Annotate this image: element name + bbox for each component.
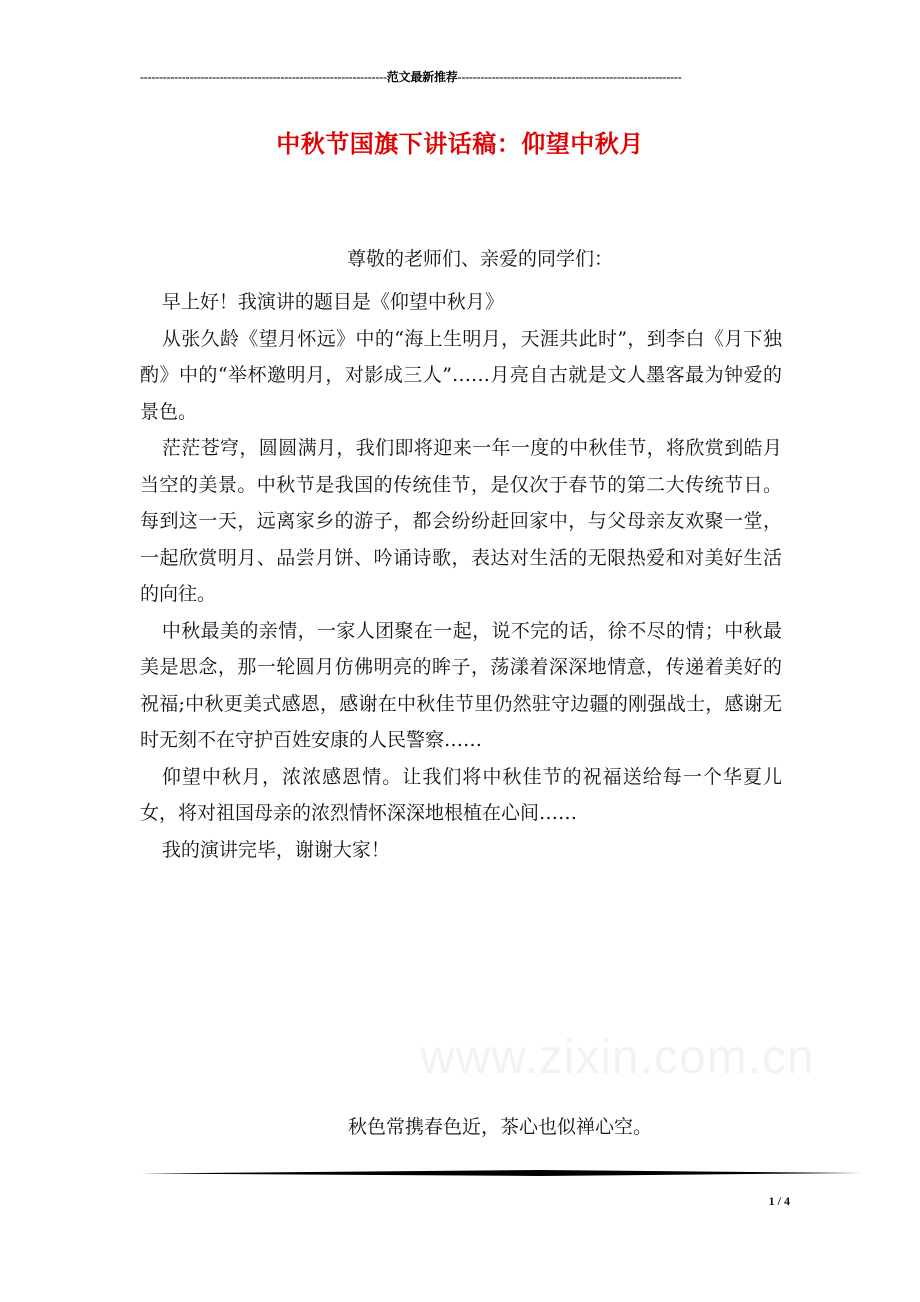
footer-divider [140, 1170, 862, 1176]
speech-body [140, 284, 782, 868]
paragraph-feelings: 中秋最美的亲情，一家人团聚在一起，说不完的话，徐不尽的情；中秋最美是思念，那一轮圆月仿佛明亮的眸子，荡漾着深深地情意，传递着美好的祝福;中秋更美式感恩，感谢在中秋佳节里仍然驻守边疆的刚强战士，感谢无时无刻不在守护百姓安康的人民警察…… [140, 619, 782, 751]
document-title: 中秋节国旗下讲话稿：仰望中秋月 [276, 129, 644, 158]
paragraph-blessing: 仰望中秋月，浓浓感恩情。让我们将中秋佳节的祝福送给每一个华夏儿女，将对祖国母亲的浓烈情怀深深地根植在心间…… [140, 765, 782, 824]
paragraph-ending: 我的演讲完毕，谢谢大家！ [161, 838, 390, 861]
paragraph-festival: 茫茫苍穹，圆圆满月，我们即将迎来一年一度的中秋佳节，将欣赏到皓月当空的美景。中秋节是我国的传统佳节，是仅次于春节的第二大传统节日。每到这一天，远离家乡的游子，都会纷纷赶回家中，与父母亲友欢聚一堂，一起欣赏明月、品尝月饼、吟诵诗歌，表达对生活的无限热爱和对美好生活的向往。 [140, 437, 782, 605]
paragraph-poems: 从张久龄《望月怀远》中的“海上生明月，天涯共此时”，到李白《月下独酌》中的“举杯邀明月，对影成三人”……月亮自古就是文人墨客最为钟爱的景色。 [140, 327, 782, 423]
closing-verse: 秋色常携春色近，茶心也似禅心空。 [347, 1116, 652, 1138]
paragraph-greeting: 早上好！我演讲的题目是《仰望中秋月》 [161, 291, 504, 313]
page-number: 1 / 4 [768, 1194, 790, 1208]
header-recommendation-line: -----------------------------------------------------------------范文最新推荐----------------------------------------------------------- [140, 70, 682, 84]
salutation: 尊敬的老师们、亲爱的同学们： [346, 248, 613, 270]
watermark: www.zixin.com.cn [420, 1031, 815, 1084]
